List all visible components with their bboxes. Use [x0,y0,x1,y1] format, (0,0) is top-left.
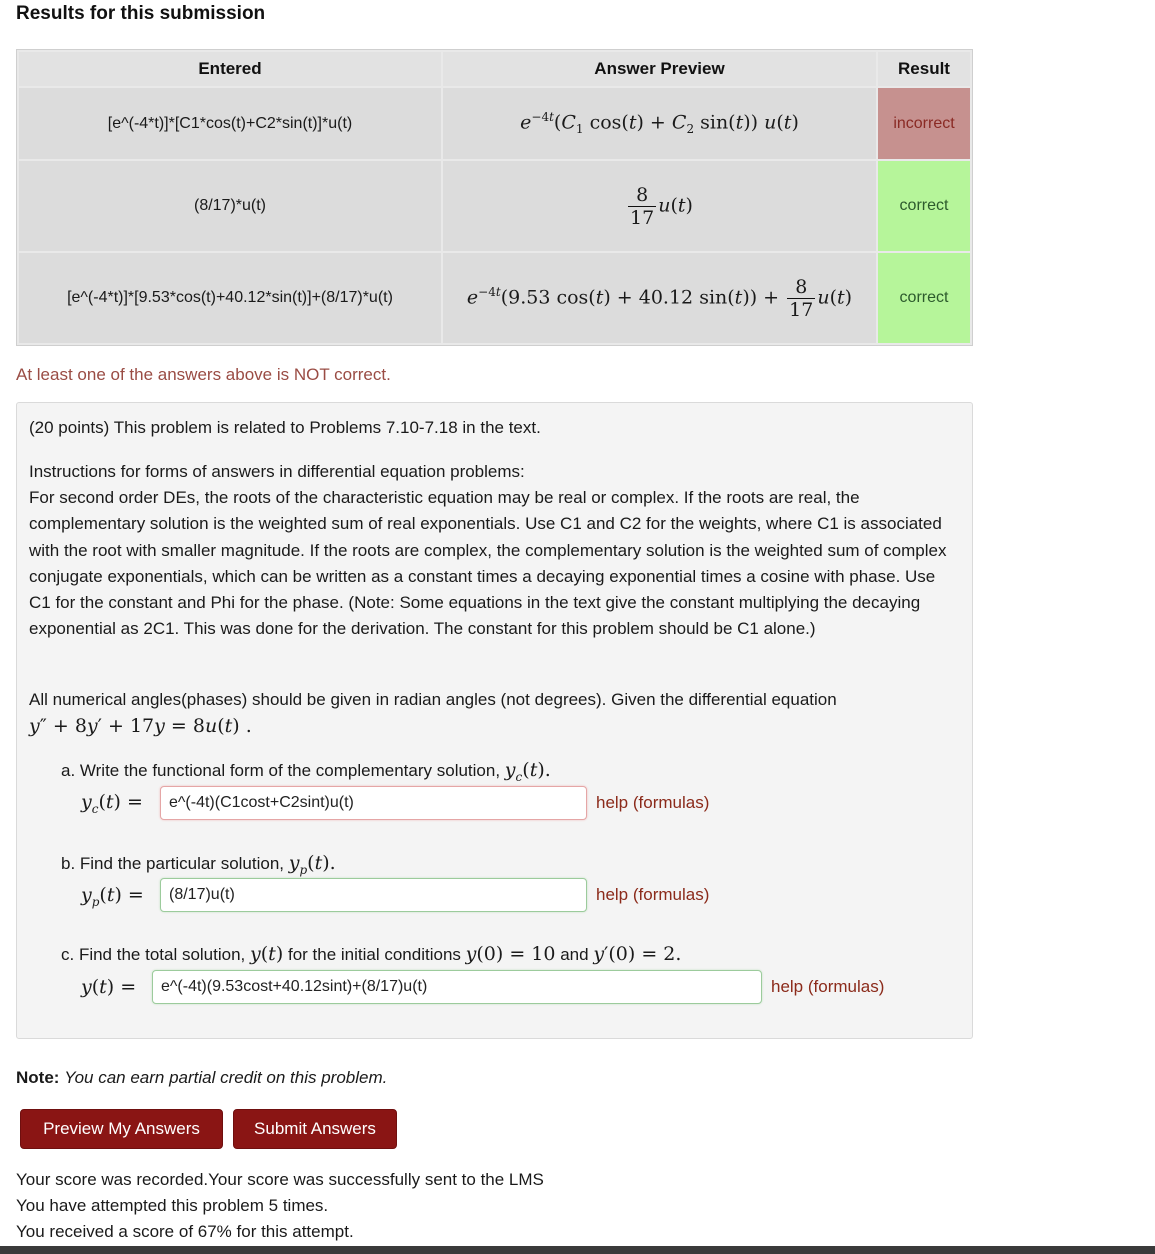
entered-cell: [e^(-4*t)]*[C1*cos(t)+C2*sin(t)]*u(t) [19,88,441,159]
preview-answers-button[interactable]: Preview My Answers [20,1109,223,1149]
part-c-help-link[interactable]: help (formulas) [771,977,885,996]
score-recorded-text: Your score was recorded.Your score was successfully sent to the LMS [16,1170,544,1189]
submit-answers-button[interactable]: Submit Answers [233,1109,397,1149]
part-b-help-link[interactable]: help (formulas) [596,885,710,904]
angles-text: All numerical angles(phases) should be given in radian angles (not degrees). Given the differential equation [29,690,837,709]
results-title: Results for this submission [16,3,266,24]
instructions-heading: Instructions for forms of answers in differential equation problems: [29,462,525,481]
bottom-bar [0,1246,1155,1254]
result-cell-correct: correct [878,253,970,343]
part-b-math-label: $y_p(t)$ = [81,884,144,909]
result-cell-incorrect: incorrect [878,88,970,159]
entered-cell: (8/17)*u(t) [19,161,441,251]
results-header-row [19,52,970,86]
part-b-answer-input[interactable]: (8/17)u(t) [160,878,587,912]
part-a-label: a. Write the functional form of the complementary solution, $y_c(t)$. [61,759,551,784]
part-b-label: b. Find the particular solution, $y_p(t)$. [61,852,336,877]
problem-box [16,402,973,1039]
table-row [19,161,970,251]
header-answer-preview: Answer Preview [443,52,876,86]
preview-cell: $e^{-4t}(9.53$ cos(t) + 40.12 sin(t)) + $\frac{8}{17}$ u(t) [443,253,876,343]
problem-intro: (20 points) This problem is related to Problems 7.10-7.18 in the text. [29,418,541,437]
differential-equation: y″ + 8y′ + 17y = 8u(t) . [29,715,252,737]
part-a-math-label: $y_c(t)$ = [81,791,143,816]
part-c-math-label: y(t) = [81,976,137,998]
header-entered: Entered [19,52,441,86]
attempt-score-text: You received a score of 67% for this attempt. [16,1222,354,1241]
part-c-answer-input[interactable]: e^(-4t)(9.53cost+40.12sint)+(8/17)u(t) [152,970,762,1004]
warning-message: At least one of the answers above is NOT correct. [16,365,391,384]
preview-cell: $e^{-4t}(C_1$ $\cos(t) + C_2$ sin(t)) u(t) [443,88,876,159]
table-row [19,88,970,159]
table-row [19,253,970,343]
partial-credit-note: Note: You can earn partial credit on this problem. [16,1068,388,1087]
result-cell-correct: correct [878,161,970,251]
part-c-label: c. Find the total solution, y(t) for the initial conditions y(0) = 10 and y′(0) = 2. [61,943,682,965]
part-a-help-link[interactable]: help (formulas) [596,793,710,812]
entered-cell: [e^(-4*t)]*[9.53*cos(t)+40.12*sin(t)]+(8/17)*u(t) [19,253,441,343]
header-result: Result [878,52,970,86]
preview-cell: $\frac{8}{17}$ u(t) [443,161,876,251]
attempts-text: You have attempted this problem 5 times. [16,1196,329,1215]
instructions-body: For second order DEs, the roots of the characteristic equation may be real or complex. If the roots are real, the complementary solution is the weighted sum of real exponentials. Use C1 and C2 for the weights, where C1 is associated with the root with smaller magnitude. If the roots are complex, the complementary solution is the weighted sum of complex conjugate exponentials, which can be written as a constant times a decaying exponential times a cosine with phase. Use C1 for the constant and Phi for the phase. (Note: Some equations in the text give the constant multiplying the decaying exponential as 2C1. This was done for the derivation. The constant for this problem should be C1 alone.) [29,488,947,639]
part-a-answer-input[interactable]: e^(-4t)(C1cost+C2sint)u(t) [160,786,587,820]
results-table [16,49,973,346]
